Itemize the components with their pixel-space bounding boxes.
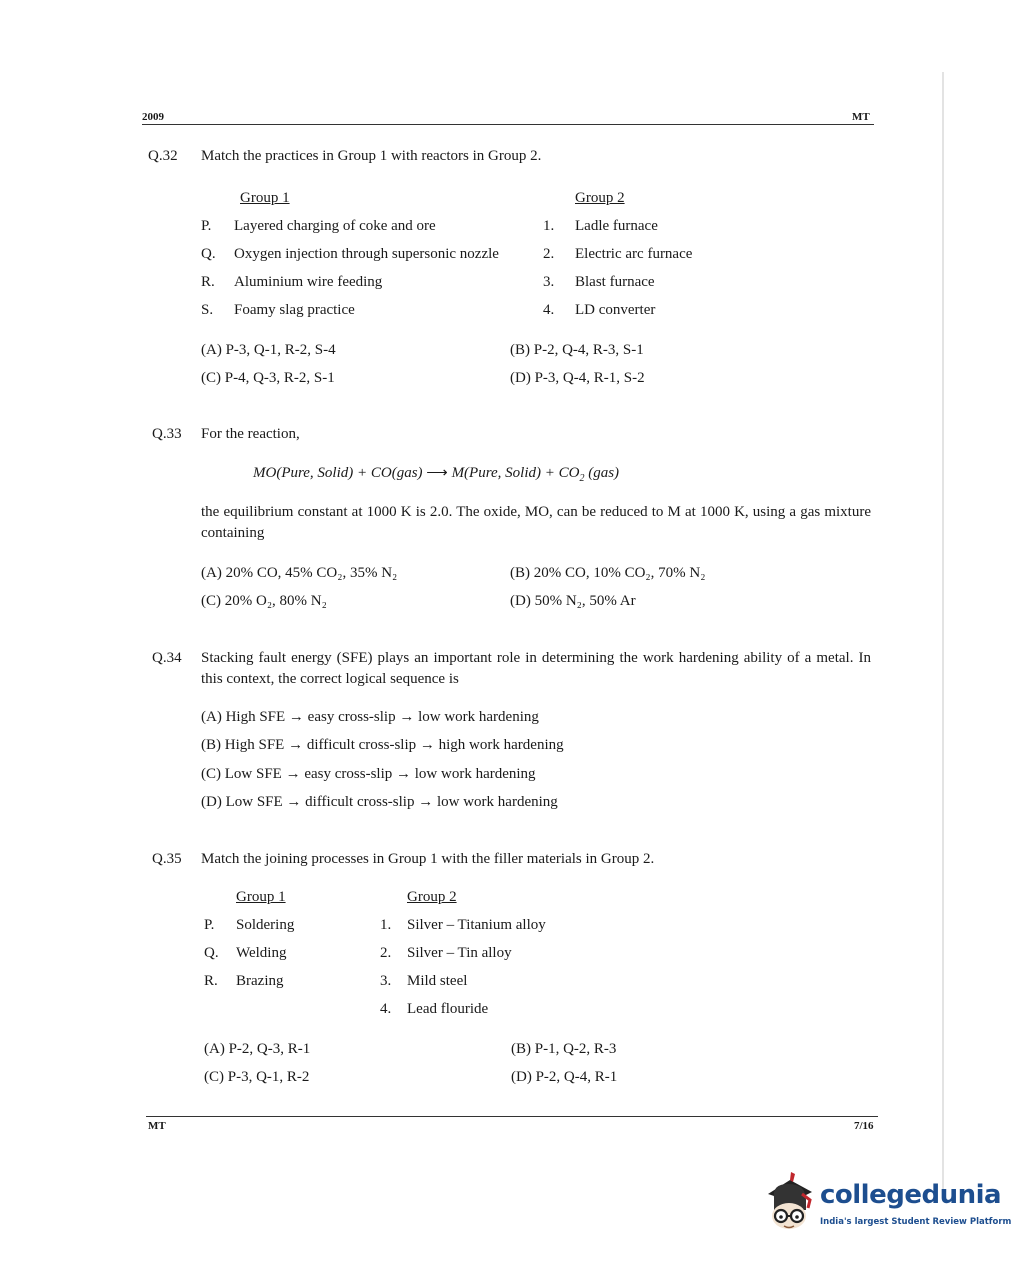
header-year: 2009 — [142, 111, 164, 123]
collegedunia-logo — [762, 1172, 1012, 1236]
q32-g1-item-p: Layered charging of coke and ore — [234, 218, 436, 234]
q33-eq-right: M(Pure, Solid) + CO — [447, 465, 580, 481]
q35-option-a: (A) P-2, Q-3, R-1 — [204, 1041, 311, 1057]
q34-option-a: (A) High SFE → easy cross-slip → low work hardening — [201, 709, 539, 725]
q34-option-b: (B) High SFE → difficult cross-slip → high work hardening — [201, 737, 564, 753]
q35-g2-item-2: Silver – Tin alloy — [407, 945, 512, 961]
q35-g1-key-r: R. — [204, 973, 218, 989]
q32-g1-item-s: Foamy slag practice — [234, 302, 355, 318]
q35-group2-heading: Group 2 — [407, 889, 457, 905]
q35-g2-item-4: Lead flouride — [407, 1001, 489, 1017]
q33-option-c: (C) 20% O₂, 80% N₂ — [201, 593, 327, 609]
q35-g2-key-2: 2. — [380, 945, 392, 961]
q35-g2-key-3: 3. — [380, 973, 392, 989]
footer-rule — [146, 1116, 878, 1117]
q35-g2-item-1: Silver – Titanium alloy — [407, 917, 546, 933]
q34-paragraph: Stacking fault energy (SFE) plays an important role in determining the work hardening ability of a metal. In this context, the correct logical sequence is — [201, 650, 871, 687]
q35-g1-key-q: Q. — [204, 945, 219, 961]
q33-option-d: (D) 50% N₂, 50% Ar — [510, 593, 636, 609]
q32-g1-key-q: Q. — [201, 246, 216, 262]
footer-code: MT — [148, 1120, 166, 1132]
logo-name: collegedunia — [820, 1180, 1002, 1210]
q35-g2-key-4: 4. — [380, 1001, 392, 1017]
footer-page-number: 7/16 — [854, 1120, 874, 1132]
q32-g2-key-1: 1. — [543, 218, 555, 234]
q32-g2-key-2: 2. — [543, 246, 555, 262]
q33-option-b: (B) 20% CO, 10% CO₂, 70% N₂ — [510, 565, 706, 581]
q33-eq-subscript: 2 — [579, 473, 585, 484]
q35-g1-item-q: Welding — [236, 945, 287, 961]
q32-g1-item-r: Aluminium wire feeding — [234, 274, 383, 290]
q35-option-b: (B) P-1, Q-2, R-3 — [511, 1041, 617, 1057]
scan-edge-line — [942, 72, 944, 1192]
q32-group2-heading: Group 2 — [575, 190, 625, 206]
q32-option-c: (C) P-4, Q-3, R-2, S-1 — [201, 370, 335, 386]
q35-option-d: (D) P-2, Q-4, R-1 — [511, 1069, 618, 1085]
q33-number: Q.33 — [152, 426, 182, 442]
q33-eq-end: (gas) — [584, 465, 620, 481]
q33-text: For the reaction, — [201, 426, 300, 442]
q32-g1-key-r: R. — [201, 274, 215, 290]
q35-g2-item-3: Mild steel — [407, 973, 468, 989]
q32-g2-item-2: Electric arc furnace — [575, 246, 693, 262]
q32-option-b: (B) P-2, Q-4, R-3, S-1 — [510, 342, 644, 358]
q32-g1-key-p: P. — [201, 218, 212, 234]
q32-g2-item-1: Ladle furnace — [575, 218, 658, 234]
q32-number: Q.32 — [148, 148, 178, 164]
q32-g2-key-3: 3. — [543, 274, 555, 290]
q33-equation — [253, 463, 619, 489]
q35-g2-key-1: 1. — [380, 917, 392, 933]
q32-g1-item-q: Oxygen injection through supersonic nozzle — [234, 246, 499, 262]
q32-g1-key-s: S. — [201, 302, 214, 318]
q32-text: Match the practices in Group 1 with reactors in Group 2. — [201, 148, 542, 164]
q34-option-c: (C) Low SFE → easy cross-slip → low work hardening — [201, 766, 536, 782]
logo-tagline: India's largest Student Review Platform — [820, 1217, 1012, 1227]
q35-g1-key-p: P. — [204, 917, 215, 933]
q35-option-c: (C) P-3, Q-1, R-2 — [204, 1069, 310, 1085]
q35-group1-heading: Group 1 — [236, 889, 286, 905]
q33-option-a: (A) 20% CO, 45% CO₂, 35% N₂ — [201, 565, 398, 581]
student-mascot-icon — [762, 1172, 818, 1234]
q34-option-d: (D) Low SFE → difficult cross-slip → low work hardening — [201, 794, 558, 810]
q32-g2-item-4: LD converter — [575, 302, 656, 318]
q32-option-a: (A) P-3, Q-1, R-2, S-4 — [201, 342, 336, 358]
q33-paragraph: the equilibrium constant at 1000 K is 2.0. The oxide, MO, can be reduced to M at 1000 K, using a gas mixture containing — [201, 504, 871, 541]
q35-number: Q.35 — [152, 851, 182, 867]
q33-eq-left: MO(Pure, Solid) + CO(gas) — [253, 465, 427, 481]
q32-g2-item-3: Blast furnace — [575, 274, 655, 290]
q32-option-d: (D) P-3, Q-4, R-1, S-2 — [510, 370, 645, 386]
q32-g2-key-4: 4. — [543, 302, 555, 318]
q35-g1-item-r: Brazing — [236, 973, 284, 989]
q35-text: Match the joining processes in Group 1 with the filler materials in Group 2. — [201, 851, 655, 867]
q34-number: Q.34 — [152, 650, 182, 666]
reaction-arrow: ⟶ — [426, 465, 448, 481]
header-code: MT — [852, 111, 870, 123]
q35-g1-item-p: Soldering — [236, 917, 295, 933]
header-rule — [142, 124, 874, 125]
q32-group1-heading: Group 1 — [240, 190, 290, 206]
